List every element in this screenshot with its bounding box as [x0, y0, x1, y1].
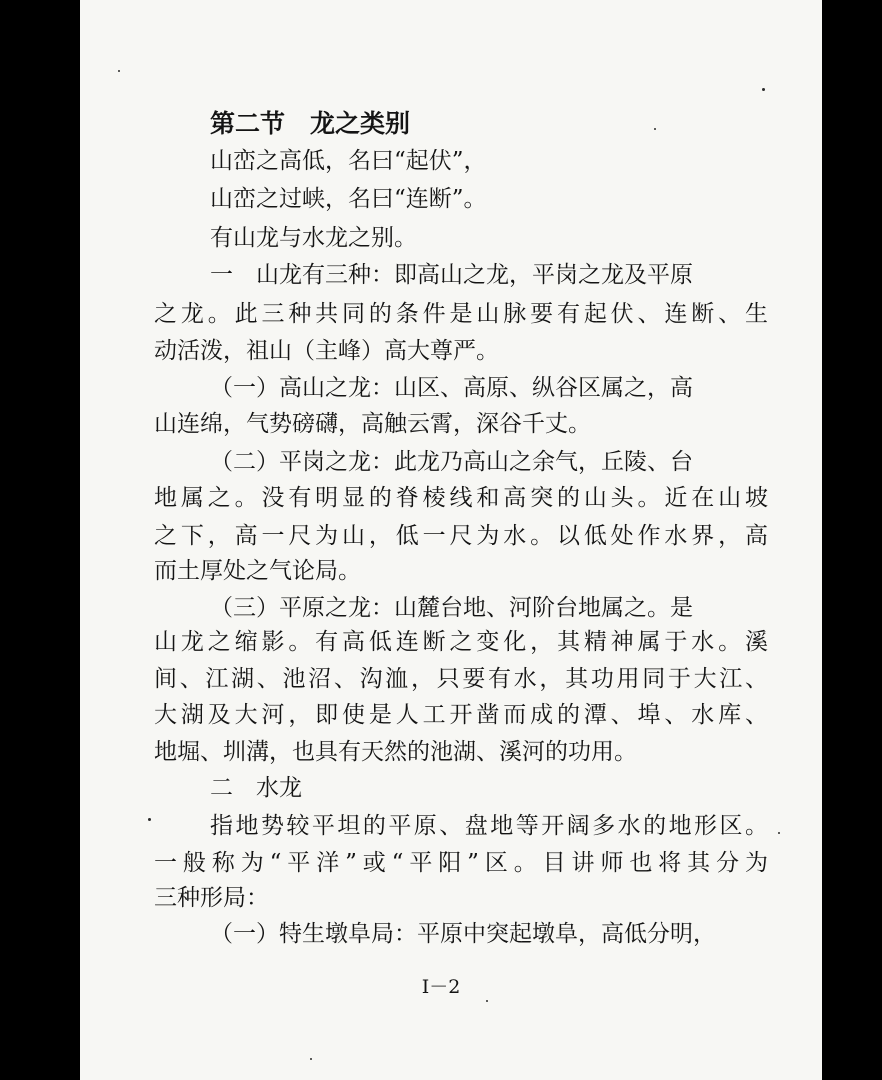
- text-line: 二 水龙: [210, 775, 302, 801]
- scan-speck: [118, 70, 120, 72]
- text-line: 一般称为“平洋”或“平阳”区。目讲师也将其分为: [154, 850, 768, 876]
- scan-speck: [486, 1000, 488, 1002]
- text-line: 间、江湖、池沼、沟洫，只要有水，其功用同于大江、: [154, 666, 768, 692]
- text-line: 而土厚处之气论局。: [154, 558, 361, 584]
- text-line: 一 山龙有三种：即高山之龙，平岗之龙及平原: [210, 262, 693, 288]
- text-line: 三种形局：: [154, 885, 269, 911]
- scan-speck: [148, 818, 151, 821]
- scan-speck: [310, 1058, 312, 1060]
- section-title: 第二节 龙之类别: [210, 109, 411, 138]
- text-line: （一）特生墩阜局：平原中突起墩阜，高低分明，: [210, 921, 716, 947]
- text-line: 山峦之高低，名曰“起伏”，: [210, 148, 487, 174]
- text-line: 指地势较平坦的平原、盘地等开阔多水的地形区。: [210, 813, 768, 839]
- text-line: 大湖及大河，即使是人工开凿而成的潭、埠、水库、: [154, 702, 768, 728]
- text-line: 之龙。此三种共同的条件是山脉要有起伏、连断、生: [154, 301, 768, 327]
- document-body: [154, 0, 774, 1000]
- text-line: 地属之。没有明显的脊棱线和高突的山头。近在山坡: [154, 485, 768, 511]
- text-line: 地堀、圳溝，也具有天然的池湖、溪河的功用。: [154, 739, 637, 765]
- text-line: （三）平原之龙：山麓台地、河阶台地属之。是: [210, 595, 693, 621]
- scan-speck: [762, 88, 765, 91]
- text-line: 之下，高一尺为山，低一尺为水。以低处作水界，高: [154, 523, 768, 549]
- text-line: 山连绵，气势磅礴，高触云霄，深谷千丈。: [154, 411, 591, 437]
- text-line: 有山龙与水龙之别。: [210, 225, 417, 251]
- text-line: 山龙之缩影。有高低连断之变化，其精神属于水。溪: [154, 629, 768, 655]
- text-line: （一）高山之龙：山区、高原、纵谷区属之，高: [210, 375, 693, 401]
- text-line: （二）平岗之龙：此龙乃高山之余气，丘陵、台: [210, 449, 693, 475]
- text-line: 动活泼，祖山（主峰）高大尊严。: [154, 338, 499, 364]
- text-line: 山峦之过峡，名曰“连断”。: [210, 186, 487, 212]
- page-number: I－2: [421, 976, 461, 998]
- scan-speck: [778, 832, 780, 834]
- scan-speck: [654, 128, 656, 130]
